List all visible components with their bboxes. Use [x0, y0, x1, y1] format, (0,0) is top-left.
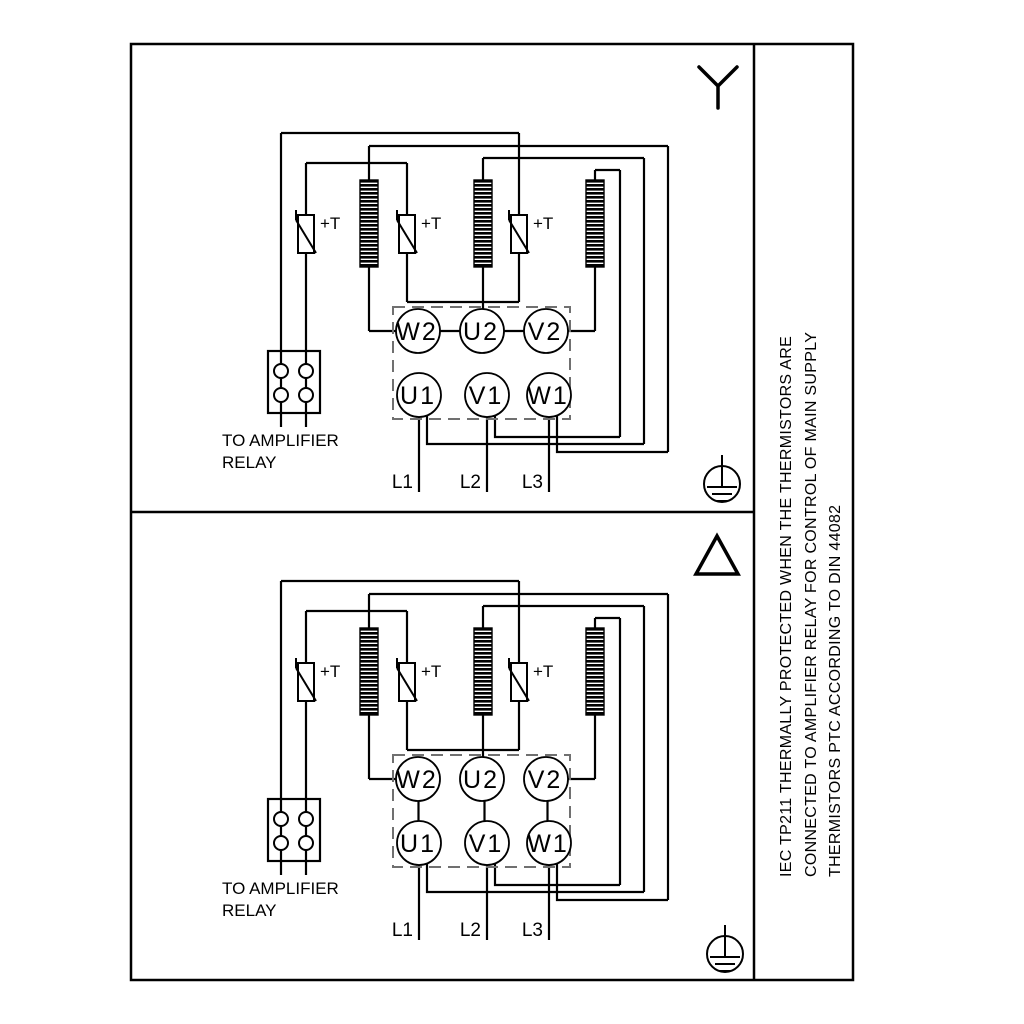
ptc-thermistor-symbol — [397, 210, 441, 253]
amplifier-relay-terminals — [268, 799, 320, 861]
motor-winding-coil — [360, 628, 378, 715]
relay-terminal — [299, 836, 313, 850]
ptc-thermistor-symbol — [296, 210, 340, 253]
panel-star-connection — [222, 67, 740, 502]
side-note-line1: IEC TP211 THERMALLY PROTECTED WHEN THE THERMISTORS ARE — [778, 335, 795, 877]
supply-l2-label: L2 — [459, 472, 481, 493]
motor-winding-coil — [474, 628, 492, 715]
terminal-u2-label: U2 — [463, 766, 499, 794]
terminal-w2-label: W2 — [396, 318, 438, 346]
panel-delta-connection — [222, 536, 743, 972]
relay-terminal — [274, 364, 288, 378]
ptc-thermistor-symbol — [509, 210, 553, 253]
earth-ground-icon — [707, 925, 743, 972]
terminal-w1-label: W1 — [527, 830, 569, 858]
terminal-w2-label: W2 — [396, 766, 438, 794]
thermistor-label: +T — [421, 214, 442, 233]
supply-l3-label: L3 — [521, 920, 543, 941]
side-note-line2: CONNECTED TO AMPLIFIER RELAY FOR CONTROL OF MAIN SUPPLY — [803, 331, 820, 877]
side-note-line3: THERMISTORS PTC ACCORDING TO DIN 44082 — [827, 504, 844, 877]
motor-winding-coil — [360, 180, 378, 267]
terminal-u1-label: U1 — [400, 382, 436, 410]
thermistor-label: +T — [320, 662, 341, 681]
motor-winding-coil — [474, 180, 492, 267]
ptc-thermistor-symbol — [296, 658, 340, 701]
star-connection-icon — [699, 67, 737, 108]
relay-caption-line1: TO AMPLIFIER — [222, 879, 339, 898]
relay-terminal — [299, 364, 313, 378]
ptc-thermistor-symbol — [397, 658, 441, 701]
relay-terminal — [299, 812, 313, 826]
thermistor-label: +T — [421, 662, 442, 681]
relay-caption-line2: RELAY — [222, 901, 277, 920]
terminal-u1-label: U1 — [400, 830, 436, 858]
side-note — [778, 332, 844, 877]
thermistor-label: +T — [533, 214, 554, 233]
terminal-w1-label: W1 — [527, 382, 569, 410]
thermistor-label: +T — [533, 662, 554, 681]
earth-ground-icon — [704, 455, 740, 502]
supply-l1-label: L1 — [391, 920, 413, 941]
terminal-v1-label: V1 — [468, 830, 504, 858]
motor-winding-coil — [586, 628, 604, 715]
supply-l1-label: L1 — [391, 472, 413, 493]
delta-connection-icon — [696, 536, 738, 574]
relay-terminal — [274, 388, 288, 402]
relay-terminal — [274, 812, 288, 826]
terminal-v2-label: V2 — [527, 766, 563, 794]
relay-terminal — [274, 836, 288, 850]
motor-winding-coil — [586, 180, 604, 267]
supply-l3-label: L3 — [521, 472, 543, 493]
terminal-v1-label: V1 — [468, 382, 504, 410]
terminal-u2-label: U2 — [463, 318, 499, 346]
ptc-thermistor-symbol — [509, 658, 553, 701]
relay-terminal — [299, 388, 313, 402]
terminal-board — [396, 309, 571, 417]
relay-caption-line2: RELAY — [222, 453, 277, 472]
relay-caption-line1: TO AMPLIFIER — [222, 431, 339, 450]
amplifier-relay-terminals — [268, 351, 320, 413]
supply-l2-label: L2 — [459, 920, 481, 941]
thermistor-label: +T — [320, 214, 341, 233]
terminal-v2-label: V2 — [527, 318, 563, 346]
